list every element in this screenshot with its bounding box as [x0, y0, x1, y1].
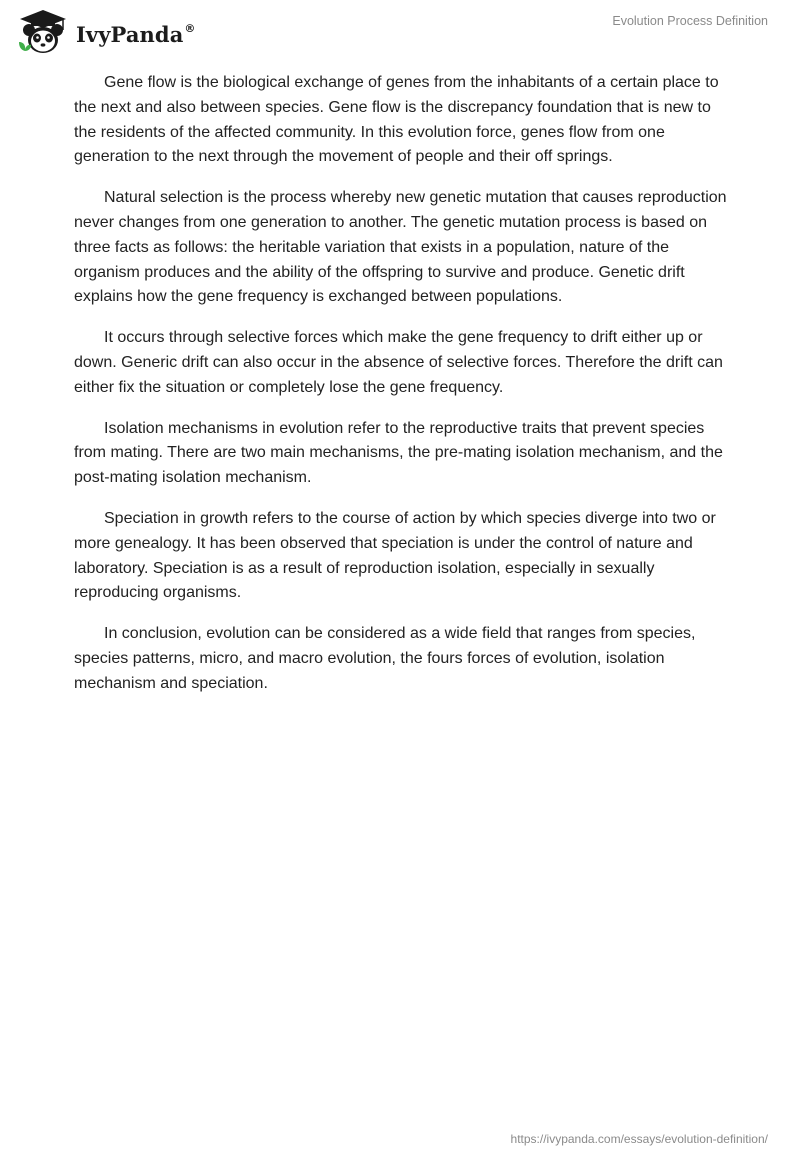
paragraph: Speciation in growth refers to the course of action by which species diverge into two or more genealogy. It has been observed that speciation is under the control of nature and laboratory. Speciation is as a result of reproduction isolation, especially in sexually reproducing organisms. — [74, 509, 716, 602]
paragraph: Isolation mechanisms in evolution refer to the reproductive traits that prevent species from mating. There are two main mechanisms, the pre-mating isolation mechanism, and the post-mating isolation mechanism. — [74, 419, 723, 487]
page-header — [0, 0, 800, 64]
document-title: Evolution Process Definition — [612, 14, 768, 28]
paragraph: In conclusion, evolution can be considered as a wide field that ranges from species, species patterns, micro, and macro evolution, the fours forces of evolution, isolation mechanism and speciation. — [74, 625, 696, 692]
panda-graduate-icon — [16, 8, 70, 56]
brand-name-text: IvyPanda — [76, 21, 184, 47]
brand-name — [76, 22, 196, 47]
ivypanda-logo[interactable] — [16, 8, 196, 56]
paragraph: Gene flow is the biological exchange of genes from the inhabitants of a certain place to the next and also between species. Gene flow is the discrepancy foundation that is new to the residents of the affected community. In this evolution force, genes flow from one generation to the next through the movement of people and their off springs. — [74, 74, 719, 166]
essay-body — [74, 71, 730, 713]
registered-mark: ® — [184, 21, 196, 35]
source-url-link[interactable]: https://ivypanda.com/essays/evolution-definition/ — [510, 1132, 768, 1146]
paragraph: It occurs through selective forces which make the gene frequency to drift either up or down. Generic drift can also occur in the absence of selective forces. Therefore the drift can either fix the situation or completely lose the gene frequency. — [74, 329, 723, 396]
paragraph: Natural selection is the process whereby new genetic mutation that causes reproduction never changes from one generation to another. The genetic mutation process is based on three facts as follows: the heritable variation that exists in a population, nature of the organism produces and the ability of the offspring to survive and produce. Genetic drift explains how the gene frequency is exchanged between populations. — [74, 189, 727, 306]
